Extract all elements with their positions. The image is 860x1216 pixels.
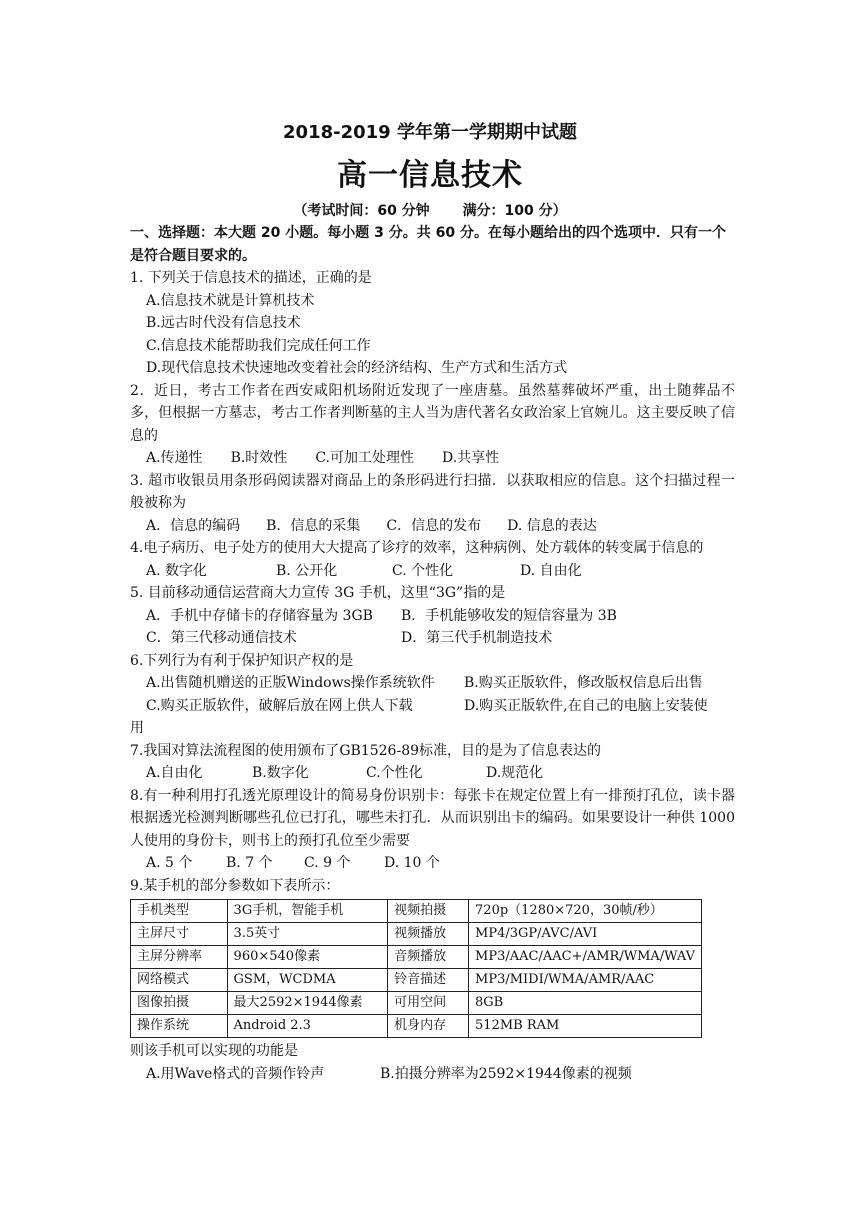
spec-cell: MP3/AAC/AAC+/AMR/WMA/WAV [469, 946, 702, 969]
question-8-option-b: B. 7 个 [226, 855, 273, 871]
spec-row [131, 900, 702, 923]
spec-cell: MP3/MIDI/WMA/AMR/AAC [469, 969, 702, 992]
question-6-options-ab [130, 672, 735, 695]
question-5-option-a: A．手机中存储卡的存储容量为 3GB [146, 607, 373, 624]
question-3-stem: 3. 超市收银员用条形码阅读器对商品上的条形码进行扫描．以获取相应的信息。这个扫描过程一般被称为 [130, 472, 735, 511]
spec-row [131, 969, 702, 992]
spec-row [131, 1015, 702, 1038]
question-8-stem: 8.有一种利用打孔透光原理设计的简易身份识别卡：每张卡在规定位置上有一排预打孔位，读卡器根据透光检测判断哪些孔位已打孔，哪些未打孔．从而识别出卡的编码。如果要设计一种供 1000 人使用的身份卡，则书上的预打孔位至少需要 [130, 787, 735, 849]
spec-cell: 主屏分辨率 [131, 946, 228, 969]
question-6-tail: 用 [130, 720, 144, 736]
spec-cell: 720p（1280×720，30帧/秒） [469, 900, 702, 923]
question-3-option-d: D. 信息的表达 [507, 517, 597, 534]
question-2-option-a: A.传递性 [146, 450, 203, 466]
spec-cell: 主屏尺寸 [131, 923, 228, 946]
question-9-option-b: B.拍摄分辨率为2592×1944像素的视频 [380, 1065, 632, 1082]
exam-subject-title: 高一信息技术 [337, 158, 523, 193]
question-8-option-d: D. 10 个 [384, 855, 440, 871]
question-9-followup: 则该手机可以实现的功能是 [130, 1043, 298, 1059]
question-5-option-d: D．第三代手机制造技术 [401, 630, 553, 646]
spec-cell: 512MB RAM [469, 1015, 702, 1038]
question-4-option-b: B. 公开化 [276, 562, 338, 579]
question-7-options [130, 762, 735, 785]
question-7-option-d: D.规范化 [486, 765, 544, 781]
question-1-option-a: A.信息技术就是计算机技术 [146, 292, 315, 309]
question-2-stem: 2．近日，考古工作者在西安咸阳机场附近发现了一座唐墓。虽然墓葬破坏严重，出土随葬品不多，但根据一方墓志，考古工作者判断墓的主人当为唐代著名女政治家上官婉儿。这主要反映了信息的 [130, 382, 735, 444]
spec-cell: 3.5英寸 [227, 923, 388, 946]
question-1-option-b: B.远古时代没有信息技术 [146, 315, 301, 331]
spec-row [131, 923, 702, 946]
question-1-option-c: C.信息技术能帮助我们完成任何工作 [146, 337, 371, 354]
exam-year-title: 2018-2019 学年第一学期期中试题 [283, 122, 577, 143]
question-6-option-c: C.购买正版软件，破解后放在网上供人下载 [146, 697, 413, 714]
question-4-stem: 4.电子病历、电子处方的使用大大提高了诊疗的效率，这种病例、处方载体的转变属于信息的 [130, 540, 704, 556]
question-2-option-c: C.可加工处理性 [315, 450, 414, 466]
spec-cell: 操作系统 [131, 1015, 228, 1038]
question-6-option-b: B.购买正版软件，修改版权信息后出售 [464, 675, 703, 691]
question-8-options [130, 852, 735, 875]
question-1-option-d: D.现代信息技术快速地改变着社会的经济结构、生产方式和生活方式 [146, 360, 568, 376]
question-7-stem: 7.我国对算法流程图的使用颁布了GB1526-89标准，目的是为了信息表达的 [130, 742, 602, 759]
spec-cell: 视频拍摄 [388, 900, 469, 923]
question-6-option-d: D.购买正版软件,在自己的电脑上安装使 [464, 697, 708, 714]
question-8-option-c: C. 9 个 [304, 855, 351, 871]
spec-cell: 960×540像素 [227, 946, 388, 969]
question-5-options-ab [130, 605, 735, 628]
question-2-option-d: D.共享性 [441, 450, 500, 466]
spec-cell: 视频播放 [388, 923, 469, 946]
question-9-option-a: A.用Wave格式的音频作铃声 [146, 1065, 325, 1082]
spec-cell: 图像拍摄 [131, 992, 228, 1015]
question-4-option-a: A. 数字化 [146, 562, 208, 579]
question-4-option-d: D. 自由化 [520, 562, 582, 579]
question-7-option-b: B.数字化 [252, 765, 309, 781]
spec-cell: Android 2.3 [227, 1015, 388, 1038]
question-8-option-a: A. 5 个 [146, 855, 193, 871]
spec-cell: 铃音描述 [388, 969, 469, 992]
question-2-option-b: B.时效性 [230, 450, 288, 466]
spec-cell: 手机类型 [131, 900, 228, 923]
question-5-options-cd [130, 627, 735, 650]
question-3-option-a: A．信息的编码 [146, 517, 241, 534]
spec-cell: 网络模式 [131, 969, 228, 992]
spec-row [131, 992, 702, 1015]
spec-cell: MP4/3GP/AVC/AVI [469, 923, 702, 946]
question-3-option-c: C．信息的发布 [386, 517, 482, 534]
spec-cell: GSM，WCDMA [227, 969, 388, 992]
question-5-stem: 5. 目前移动通信运营商大力宣传 3G 手机，这里“3G”指的是 [130, 585, 506, 601]
question-6-stem: 6.下列行为有利于保护知识产权的是 [130, 652, 354, 669]
spec-cell: 3G手机，智能手机 [227, 900, 388, 923]
spec-cell: 音频播放 [388, 946, 469, 969]
question-6-option-a: A.出售随机赠送的正版Windows操作系统软件 [146, 675, 435, 691]
question-5-option-c: C．第三代移动通信技术 [146, 630, 297, 646]
question-7-option-c: C.个性化 [366, 765, 423, 781]
question-4-options [130, 560, 735, 583]
section-heading: 一、选择题：本大题 20 小题。每小题 3 分。共 60 分。在每小题给出的四个选项中．只有一个是符合题目要求的。 [130, 225, 726, 264]
question-2-options [130, 447, 735, 470]
question-9-options [130, 1063, 735, 1086]
exam-meta [0, 200, 860, 220]
phone-spec-table [130, 899, 702, 1038]
spec-row [131, 946, 702, 969]
question-9-stem: 9.某手机的部分参数如下表所示： [130, 877, 340, 894]
spec-cell: 最大2592×1944像素 [227, 992, 388, 1015]
spec-cell: 机身内存 [388, 1015, 469, 1038]
spec-cell: 可用空间 [388, 992, 469, 1015]
question-6-options-cd [130, 695, 735, 718]
exam-content [130, 222, 735, 1085]
question-3-options [130, 515, 735, 538]
question-7-option-a: A.自由化 [146, 765, 203, 781]
spec-cell: 8GB [469, 992, 702, 1015]
exam-time: （考试时间：60 分钟 [293, 203, 430, 219]
question-4-option-c: C. 个性化 [392, 562, 454, 579]
question-1-stem: 1. 下列关于信息技术的描述，正确的是 [130, 270, 372, 286]
question-3-option-b: B．信息的采集 [266, 517, 361, 534]
exam-score: 满分：100 分） [462, 203, 567, 219]
question-5-option-b: B．手机能够收发的短信容量为 3B [401, 607, 617, 624]
